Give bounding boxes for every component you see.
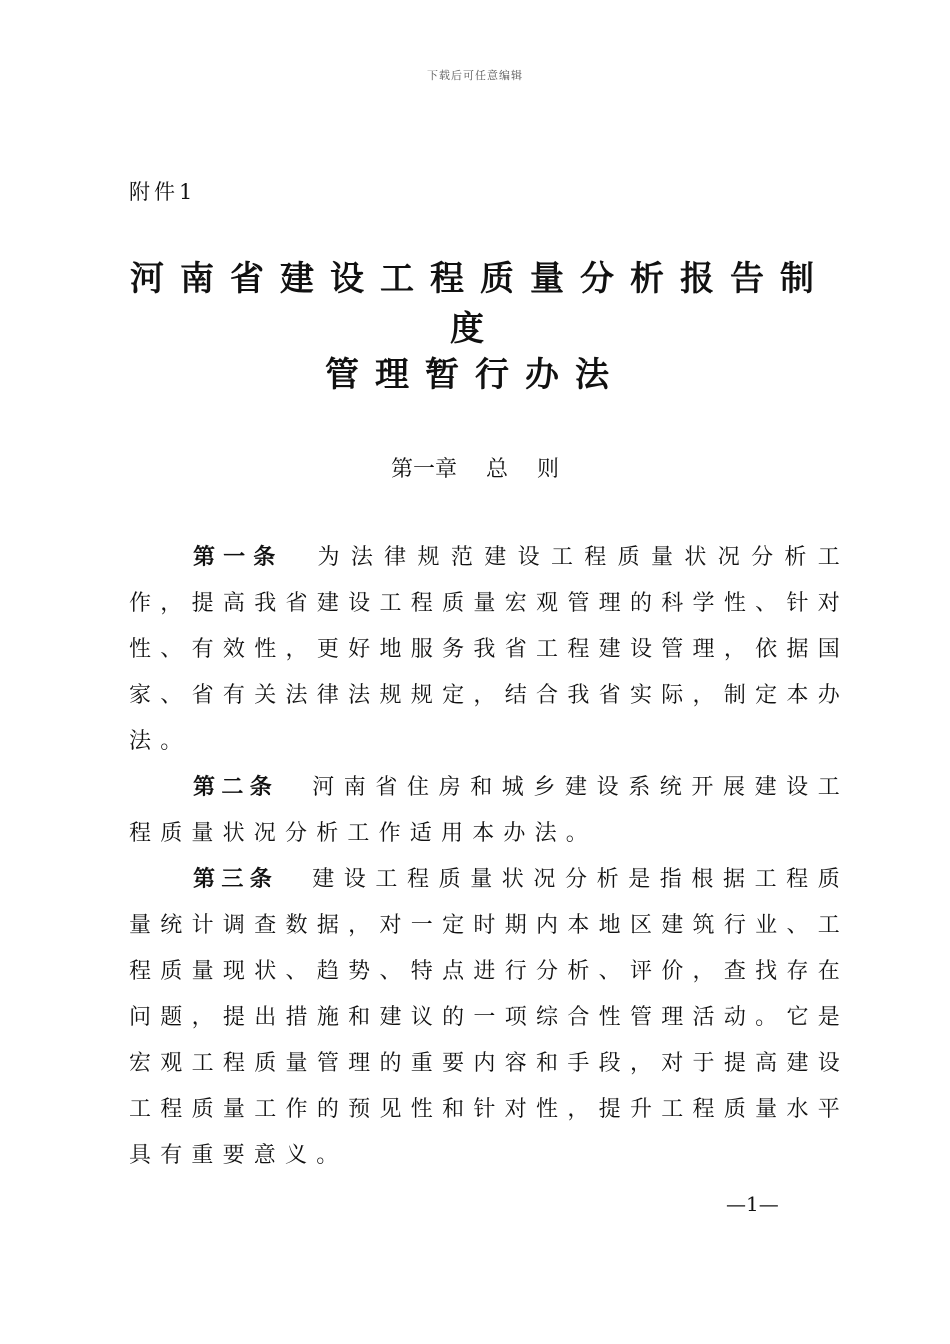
article-2 — [129, 765, 849, 857]
attachment-label: 附件1 — [129, 180, 197, 204]
article-label: 第三条 — [193, 867, 279, 892]
document-title-line-1: 河南省建设工程质量分析报告制 — [130, 259, 830, 299]
article-1 — [129, 535, 849, 765]
chapter-heading: 第一章 总 则 — [391, 457, 559, 482]
article-label: 第一条 — [193, 545, 284, 570]
document-title-line-2: 度 — [450, 309, 500, 349]
document-title-line-3: 管理暂行办法 — [325, 355, 625, 395]
article-text: 河南省住房和城乡建设系统开展建设工程质量状况分析工作适用本办法。 — [129, 775, 849, 846]
article-3 — [129, 857, 849, 1179]
header-note: 下载后可任意编辑 — [427, 69, 523, 82]
article-text: 为法律规范建设工程质量状况分析工作，提高我省建设工程质量宏观管理的科学性、针对性、有效性，更好地服务我省工程建设管理，依据国家、省有关法律法规规定，结合我省实际，制定本办法。 — [129, 545, 849, 754]
article-text: 建设工程质量状况分析是指根据工程质量统计调查数据，对一定时期内本地区建筑行业、工程质量现状、趋势、特点进行分析、评价，查找存在问题，提出措施和建议的一项综合性管理活动。它是宏观工程质量管理的重要内容和手段，对于提高建设工程质量工作的预见性和针对性，提升工程质量水平具有重要意义。 — [129, 867, 849, 1168]
page-number: —1— — [726, 1192, 779, 1216]
article-label: 第二条 — [193, 775, 279, 800]
